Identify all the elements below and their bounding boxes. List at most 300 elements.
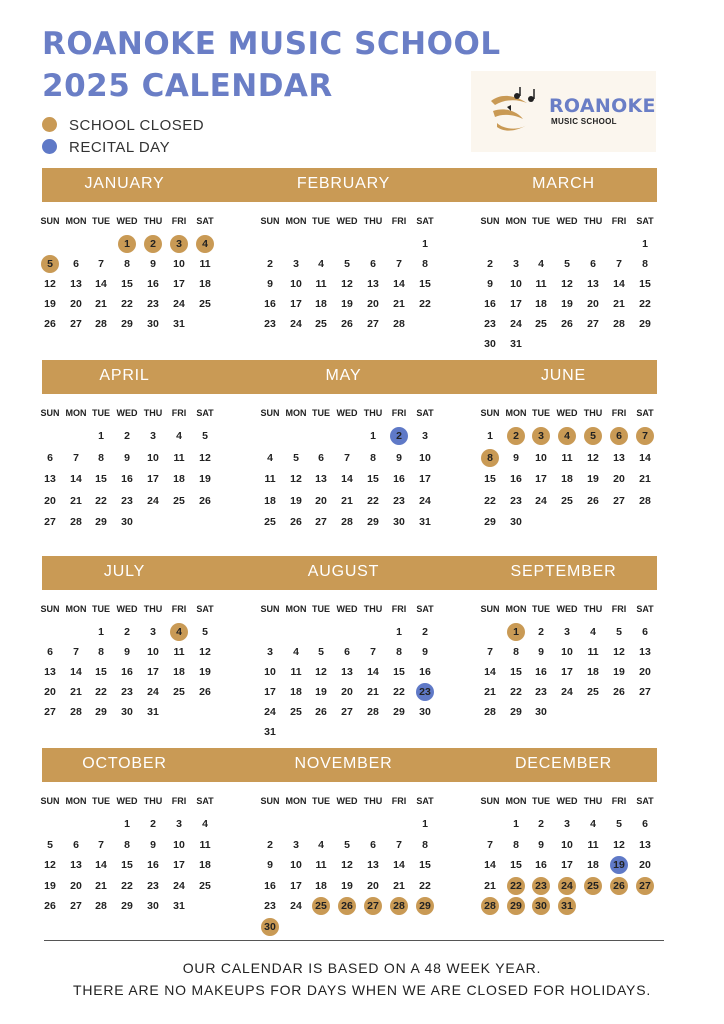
calendar-day: 24: [510, 318, 522, 330]
calendar-day: 5: [318, 646, 324, 658]
calendar-day: 3: [150, 626, 156, 638]
calendar-day: 23: [393, 494, 405, 507]
closed-day: 4: [558, 427, 576, 445]
calendar-day: 20: [315, 494, 327, 507]
closed-day: 1: [507, 623, 525, 641]
weekday-header: FRI: [171, 408, 187, 418]
weekday-header: MON: [65, 216, 87, 226]
calendar-day: 2: [124, 626, 130, 638]
month-name: OCTOBER: [82, 755, 167, 772]
calendar-day: 19: [613, 666, 625, 678]
calendar-day: 15: [484, 473, 496, 485]
calendar-day: 28: [613, 318, 625, 330]
calendar-day: 19: [561, 298, 573, 310]
calendar-day: 10: [173, 258, 185, 270]
calendar-day: 28: [484, 706, 496, 718]
weekday-header: WED: [116, 408, 138, 418]
calendar-day: 20: [44, 686, 56, 698]
weekday-header: WED: [336, 216, 358, 226]
calendar-day: 9: [487, 278, 493, 290]
calendar-day: 11: [173, 646, 185, 658]
calendar-day: 1: [124, 818, 130, 830]
closed-day: 5: [41, 255, 59, 273]
closed-day: 30: [261, 918, 279, 936]
calendar-day: 24: [147, 494, 159, 507]
calendar-day: 18: [535, 298, 547, 310]
weekday-header: SUN: [40, 796, 60, 806]
calendar-day: 30: [393, 516, 405, 528]
month-name: JANUARY: [84, 175, 165, 192]
calendar-day: 5: [47, 838, 53, 851]
calendar-day: 7: [616, 258, 622, 270]
calendar-day: 19: [290, 494, 302, 507]
calendar-day: 22: [95, 494, 107, 507]
calendar-day: 27: [613, 494, 625, 507]
calendar-day: 27: [315, 516, 327, 528]
calendar-day: 24: [290, 900, 302, 912]
weekday-header: FRI: [171, 216, 187, 226]
calendar-day: 14: [367, 666, 379, 678]
calendar-day: 1: [642, 238, 648, 250]
calendar-day: 18: [587, 666, 599, 678]
calendar-day: 17: [290, 879, 302, 892]
calendar-day: 13: [639, 838, 651, 851]
calendar-day: 8: [513, 838, 519, 851]
calendar-day: 20: [367, 298, 379, 310]
calendar-day: 19: [341, 879, 353, 892]
calendar-day: 22: [393, 686, 405, 698]
calendar-day: 11: [199, 258, 211, 270]
title-line-1: ROANOKE MUSIC SCHOOL: [42, 26, 501, 62]
calendar-day: 7: [73, 646, 79, 658]
calendar-day: 10: [147, 646, 159, 658]
recital-day: 19: [610, 856, 628, 874]
calendar-day: 10: [561, 646, 573, 658]
calendar-day: 31: [510, 338, 522, 350]
calendar-day: 19: [44, 298, 56, 310]
month-name: SEPTEMBER: [510, 563, 617, 580]
calendar-day: 27: [44, 516, 56, 528]
weekday-header: MON: [505, 796, 527, 806]
calendar-day: 6: [642, 818, 648, 830]
month-name: DECEMBER: [514, 755, 613, 772]
month-name: NOVEMBER: [294, 755, 393, 772]
calendar-day: 4: [267, 451, 273, 464]
calendar-day: 25: [173, 686, 185, 698]
calendar-day: 14: [393, 278, 405, 290]
calendar-day: 12: [199, 646, 211, 658]
calendar-day: 12: [613, 838, 625, 851]
weekday-header: SAT: [416, 216, 434, 226]
calendar-day: 3: [564, 626, 570, 638]
calendar-day: 22: [121, 298, 133, 310]
calendar-day: 28: [393, 318, 405, 330]
weekday-header: FRI: [391, 796, 407, 806]
calendar-day: 7: [344, 451, 350, 464]
recital-day-dot-icon: [42, 139, 57, 154]
weekday-header: SAT: [416, 408, 434, 418]
calendar-day: 9: [124, 451, 130, 464]
calendar-day: 6: [47, 451, 53, 464]
calendar-day: 23: [121, 494, 133, 507]
weekday-header: THU: [583, 796, 603, 806]
calendar-day: 3: [564, 818, 570, 830]
calendar-day: 2: [487, 258, 493, 270]
calendar-day: 29: [121, 900, 133, 912]
calendar-day: 4: [202, 818, 208, 830]
calendar-day: 24: [535, 494, 547, 507]
calendar-day: 2: [124, 430, 130, 442]
calendar-day: 5: [344, 838, 350, 851]
weekday-header: MON: [505, 216, 527, 226]
calendar-day: 1: [370, 430, 376, 442]
calendar-day: 1: [422, 238, 428, 250]
closed-day: 3: [532, 427, 550, 445]
calendar-day: 5: [344, 258, 350, 270]
calendar-day: 18: [264, 494, 276, 507]
closed-day: 23: [532, 877, 550, 895]
calendar-day: 22: [121, 879, 133, 892]
calendar-day: 22: [367, 494, 379, 507]
weekday-header: THU: [143, 408, 163, 418]
weekday-header: WED: [116, 216, 138, 226]
calendar-day: 11: [561, 451, 573, 464]
weekday-header: SUN: [260, 796, 280, 806]
weekday-header: MON: [505, 604, 527, 614]
calendar-day: 30: [419, 706, 431, 718]
calendar-day: 8: [422, 838, 428, 851]
calendar-day: 12: [315, 666, 327, 678]
weekday-header: SAT: [196, 216, 214, 226]
calendar-day: 17: [173, 859, 185, 871]
calendar-day: 11: [290, 666, 302, 678]
calendar-day: 21: [95, 298, 107, 310]
calendar-day: 11: [587, 646, 599, 658]
calendar-day: 15: [367, 473, 379, 485]
calendar-day: 30: [121, 706, 133, 718]
legend-label: RECITAL DAY: [69, 139, 171, 156]
calendar-day: 13: [613, 451, 625, 464]
calendar-day: 29: [393, 706, 405, 718]
weekday-header: FRI: [611, 216, 627, 226]
calendar-day: 18: [173, 666, 185, 678]
calendar-day: 28: [639, 494, 651, 507]
calendar-day: 2: [150, 818, 156, 830]
closed-day: 5: [584, 427, 602, 445]
calendar-day: 20: [639, 859, 651, 871]
weekday-header: MON: [65, 408, 87, 418]
calendar-day: 30: [147, 900, 159, 912]
closed-day: 3: [170, 235, 188, 253]
calendar-day: 27: [44, 706, 56, 718]
weekday-header: WED: [336, 604, 358, 614]
calendar-day: 13: [315, 473, 327, 485]
calendar-day: 17: [173, 278, 185, 290]
music-notes-logo-icon: [487, 87, 547, 137]
calendar-day: 20: [613, 473, 625, 485]
calendar-day: 17: [290, 298, 302, 310]
calendar-day: 17: [147, 666, 159, 678]
calendar-day: 27: [341, 706, 353, 718]
weekday-header: WED: [556, 796, 578, 806]
calendar-day: 12: [44, 859, 56, 871]
calendar-day: 2: [422, 626, 428, 638]
weekday-header: WED: [556, 604, 578, 614]
calendar-day: 24: [173, 298, 185, 310]
weekday-header: SAT: [196, 604, 214, 614]
calendar-day: 10: [535, 451, 547, 464]
calendar-day: 19: [341, 298, 353, 310]
calendar-day: 20: [44, 494, 56, 507]
calendar-day: 30: [484, 338, 496, 350]
weekday-header: TUE: [92, 216, 110, 226]
weekday-header: SAT: [416, 796, 434, 806]
calendar-day: 3: [267, 646, 273, 658]
calendar-day: 26: [561, 318, 573, 330]
calendar-day: 20: [367, 879, 379, 892]
weekday-header: SUN: [40, 604, 60, 614]
calendar-day: 8: [124, 838, 130, 851]
calendar-day: 27: [639, 686, 651, 698]
calendar-day: 21: [484, 686, 496, 698]
calendar-day: 16: [484, 298, 496, 310]
calendar-day: 6: [370, 838, 376, 851]
weekday-header: SUN: [480, 216, 500, 226]
weekday-header: MON: [285, 216, 307, 226]
closed-day: 25: [312, 897, 330, 915]
calendar-day: 24: [419, 494, 431, 507]
calendar-day: 26: [199, 686, 211, 698]
calendar-day: 19: [44, 879, 56, 892]
calendar-day: 4: [318, 838, 324, 851]
calendar-day: 21: [367, 686, 379, 698]
calendar-day: 25: [561, 494, 573, 507]
calendar-day: 25: [315, 318, 327, 330]
calendar-day: 19: [587, 473, 599, 485]
calendar-day: 11: [535, 278, 547, 290]
weekday-header: MON: [65, 796, 87, 806]
weekday-header: SUN: [260, 604, 280, 614]
calendar-day: 29: [121, 318, 133, 330]
calendar-day: 12: [290, 473, 302, 485]
calendar-day: 15: [639, 278, 651, 290]
calendar-day: 17: [535, 473, 547, 485]
closed-day: 1: [118, 235, 136, 253]
calendar-day: 21: [341, 494, 353, 507]
calendar-day: 15: [95, 473, 107, 485]
calendar-day: 9: [150, 838, 156, 851]
closed-day: 29: [507, 897, 525, 915]
calendar-day: 28: [70, 516, 82, 528]
calendar-day: 23: [484, 318, 496, 330]
calendar-day: 10: [561, 838, 573, 851]
weekday-header: FRI: [611, 408, 627, 418]
calendar-day: 16: [393, 473, 405, 485]
calendar-day: 16: [147, 859, 159, 871]
calendar-day: 15: [419, 278, 431, 290]
calendar-day: 9: [124, 646, 130, 658]
calendar-day: 3: [293, 258, 299, 270]
calendar-day: 27: [587, 318, 599, 330]
calendar-day: 4: [176, 430, 182, 442]
calendar-day: 7: [487, 646, 493, 658]
calendar-day: 31: [173, 900, 185, 912]
calendar-day: 11: [173, 451, 185, 464]
calendar-day: 2: [538, 818, 544, 830]
calendar-day: 11: [587, 838, 599, 851]
calendar-day: 10: [264, 666, 276, 678]
calendar-day: 22: [95, 686, 107, 698]
weekday-header: SAT: [416, 604, 434, 614]
calendar-day: 23: [264, 318, 276, 330]
calendar-day: 21: [70, 494, 82, 507]
calendar-day: 10: [290, 278, 302, 290]
calendar-day: 3: [176, 818, 182, 830]
calendar-day: 14: [341, 473, 353, 485]
calendar-day: 9: [538, 838, 544, 851]
calendar-day: 18: [315, 298, 327, 310]
calendar-day: 6: [73, 258, 79, 270]
weekday-header: FRI: [171, 604, 187, 614]
weekday-header: TUE: [92, 796, 110, 806]
calendar-day: 29: [95, 516, 107, 528]
calendar-day: 8: [396, 646, 402, 658]
footer-line-2: THERE ARE NO MAKEUPS FOR DAYS WHEN WE ARE CLOSED FOR HOLIDAYS.: [72, 982, 652, 998]
calendar-day: 8: [370, 451, 376, 464]
calendar-day: 24: [173, 879, 185, 892]
calendar-day: 4: [590, 626, 596, 638]
calendar-day: 14: [613, 278, 625, 290]
weekday-header: MON: [65, 604, 87, 614]
legend-label: SCHOOL CLOSED: [69, 117, 205, 134]
calendar-day: 5: [202, 430, 208, 442]
closed-day: 26: [610, 877, 628, 895]
calendar-day: 13: [70, 278, 82, 290]
calendar-day: 20: [70, 879, 82, 892]
calendar-day: 29: [510, 706, 522, 718]
weekday-header: TUE: [532, 408, 550, 418]
calendar-day: 7: [73, 451, 79, 464]
calendar-day: 5: [616, 818, 622, 830]
school-closed-dot-icon: [42, 117, 57, 132]
weekday-header: SAT: [636, 216, 654, 226]
weekday-header: THU: [143, 796, 163, 806]
weekday-header: MON: [505, 408, 527, 418]
recital-day: 2: [390, 427, 408, 445]
calendar-day: 20: [587, 298, 599, 310]
calendar-day: 15: [419, 859, 431, 871]
calendar-day: 25: [199, 879, 211, 892]
footer-divider: [44, 940, 664, 941]
weekday-header: SAT: [196, 408, 214, 418]
calendar-day: 1: [422, 818, 428, 830]
calendar-day: 8: [98, 646, 104, 658]
calendar-day: 18: [173, 473, 185, 485]
month-name: MARCH: [532, 175, 595, 192]
calendar-day: 7: [396, 838, 402, 851]
calendar-day: 7: [370, 646, 376, 658]
calendar-day: 21: [95, 879, 107, 892]
calendar-day: 15: [510, 859, 522, 871]
calendar-day: 24: [147, 686, 159, 698]
calendar-day: 25: [290, 706, 302, 718]
calendar-day: 1: [98, 430, 104, 442]
weekday-header: SAT: [636, 604, 654, 614]
calendar-day: 29: [367, 516, 379, 528]
calendar-day: 11: [199, 838, 211, 851]
calendar-day: 24: [561, 686, 573, 698]
calendar-day: 24: [264, 706, 276, 718]
calendar-day: 2: [538, 626, 544, 638]
closed-day: 24: [558, 877, 576, 895]
calendar-day: 22: [419, 298, 431, 310]
weekday-header: SUN: [480, 408, 500, 418]
weekday-header: SUN: [40, 216, 60, 226]
calendar-day: 9: [422, 646, 428, 658]
closed-day: 28: [390, 897, 408, 915]
calendar-day: 28: [70, 706, 82, 718]
calendar-day: 16: [419, 666, 431, 678]
weekday-header: FRI: [171, 796, 187, 806]
calendar-day: 6: [370, 258, 376, 270]
weekday-header: THU: [583, 408, 603, 418]
title-line-2: 2025 CALENDAR: [42, 68, 333, 104]
calendar-day: 30: [147, 318, 159, 330]
weekday-header: SAT: [636, 408, 654, 418]
calendar-day: 16: [121, 666, 133, 678]
calendar-day: 12: [341, 859, 353, 871]
calendar-day: 18: [290, 686, 302, 698]
calendar-day: 12: [341, 278, 353, 290]
calendar-day: 22: [484, 494, 496, 507]
calendar-day: 31: [147, 706, 159, 718]
weekday-header: MON: [285, 796, 307, 806]
month-name: JULY: [103, 563, 146, 580]
closed-day: 2: [144, 235, 162, 253]
weekday-header: WED: [556, 216, 578, 226]
calendar-day: 17: [264, 686, 276, 698]
calendar-day: 1: [396, 626, 402, 638]
calendar-day: 7: [98, 838, 104, 851]
weekday-header: TUE: [312, 796, 330, 806]
calendar-day: 1: [487, 430, 493, 442]
calendar-day: 11: [315, 278, 327, 290]
calendar-day: 17: [561, 859, 573, 871]
calendar-day: 3: [422, 430, 428, 442]
calendar-day: 31: [173, 318, 185, 330]
calendar-day: 19: [315, 686, 327, 698]
calendar-day: 10: [510, 278, 522, 290]
calendar-day: 6: [318, 451, 324, 464]
calendar-day: 1: [513, 818, 519, 830]
calendar-day: 26: [587, 494, 599, 507]
closed-day: 31: [558, 897, 576, 915]
weekday-header: TUE: [92, 604, 110, 614]
calendar-day: 1: [98, 626, 104, 638]
calendar-day: 12: [613, 646, 625, 658]
calendar-day: 20: [341, 686, 353, 698]
weekday-header: FRI: [611, 604, 627, 614]
calendar-day: 13: [367, 859, 379, 871]
calendar-day: 18: [315, 879, 327, 892]
weekday-header: WED: [336, 796, 358, 806]
calendar-day: 22: [419, 879, 431, 892]
calendar-day: 4: [293, 646, 299, 658]
calendar-day: 8: [422, 258, 428, 270]
calendar-day: 16: [510, 473, 522, 485]
closed-day: 6: [610, 427, 628, 445]
calendar-day: 18: [199, 278, 211, 290]
